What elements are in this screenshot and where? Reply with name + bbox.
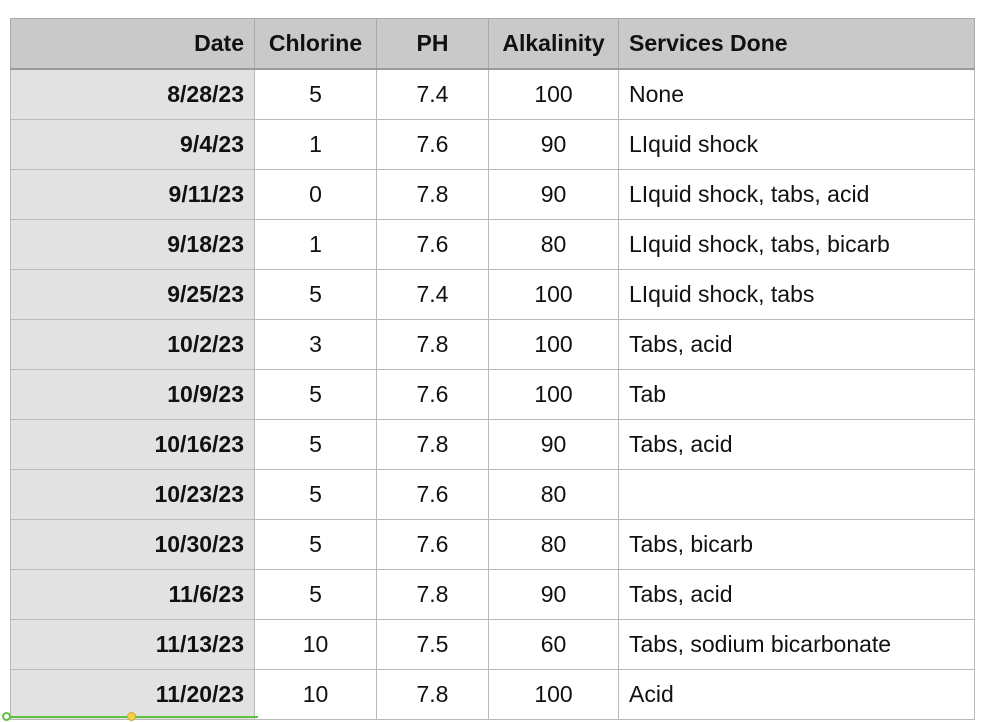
header-services[interactable]: Services Done [619, 19, 975, 70]
cell-alkalinity[interactable]: 100 [489, 370, 619, 420]
cell-ph[interactable]: 7.8 [377, 320, 489, 370]
table-row [11, 570, 975, 620]
header-date[interactable]: Date [11, 19, 255, 70]
cell-chlorine[interactable]: 5 [255, 69, 377, 120]
cell-ph[interactable]: 7.6 [377, 520, 489, 570]
cell-chlorine[interactable]: 5 [255, 570, 377, 620]
cell-services[interactable]: Tab [619, 370, 975, 420]
cell-date[interactable]: 10/30/23 [11, 520, 255, 570]
cell-ph[interactable]: 7.4 [377, 69, 489, 120]
cell-date[interactable]: 11/13/23 [11, 620, 255, 670]
cell-date[interactable]: 10/9/23 [11, 370, 255, 420]
header-chlorine[interactable]: Chlorine [255, 19, 377, 70]
cell-services[interactable]: LIquid shock, tabs, bicarb [619, 220, 975, 270]
table-row [11, 370, 975, 420]
cell-date[interactable]: 9/11/23 [11, 170, 255, 220]
cell-services[interactable]: Acid [619, 670, 975, 720]
cell-chlorine[interactable]: 3 [255, 320, 377, 370]
cell-alkalinity[interactable]: 80 [489, 520, 619, 570]
table-row [11, 520, 975, 570]
table-row [11, 670, 975, 720]
cell-ph[interactable]: 7.8 [377, 670, 489, 720]
selection-fill-handle[interactable] [127, 712, 136, 721]
cell-date[interactable]: 9/25/23 [11, 270, 255, 320]
table-row [11, 320, 975, 370]
header-ph[interactable]: PH [377, 19, 489, 70]
cell-services[interactable]: Tabs, acid [619, 570, 975, 620]
cell-chlorine[interactable]: 5 [255, 470, 377, 520]
cell-ph[interactable]: 7.5 [377, 620, 489, 670]
pool-log-table [10, 18, 975, 720]
cell-ph[interactable]: 7.6 [377, 470, 489, 520]
cell-alkalinity[interactable]: 90 [489, 570, 619, 620]
cell-date[interactable]: 10/2/23 [11, 320, 255, 370]
cell-chlorine[interactable]: 5 [255, 270, 377, 320]
cell-chlorine[interactable]: 1 [255, 220, 377, 270]
table-row [11, 620, 975, 670]
table-body [11, 69, 975, 720]
cell-alkalinity[interactable]: 90 [489, 120, 619, 170]
cell-ph[interactable]: 7.4 [377, 270, 489, 320]
table-row [11, 120, 975, 170]
table-row [11, 220, 975, 270]
cell-chlorine[interactable]: 1 [255, 120, 377, 170]
cell-date[interactable]: 9/4/23 [11, 120, 255, 170]
cell-alkalinity[interactable]: 100 [489, 670, 619, 720]
cell-ph[interactable]: 7.6 [377, 220, 489, 270]
cell-chlorine[interactable]: 0 [255, 170, 377, 220]
table-row [11, 170, 975, 220]
cell-services[interactable]: Tabs, sodium bicarbonate [619, 620, 975, 670]
cell-services[interactable]: LIquid shock, tabs [619, 270, 975, 320]
cell-alkalinity[interactable]: 100 [489, 320, 619, 370]
cell-services[interactable]: Tabs, acid [619, 320, 975, 370]
cell-chlorine[interactable]: 5 [255, 370, 377, 420]
cell-ph[interactable]: 7.8 [377, 420, 489, 470]
cell-date[interactable]: 11/6/23 [11, 570, 255, 620]
cell-alkalinity[interactable]: 90 [489, 420, 619, 470]
cell-chlorine[interactable]: 5 [255, 520, 377, 570]
cell-ph[interactable]: 7.6 [377, 370, 489, 420]
selection-resize-handle[interactable] [2, 712, 11, 721]
cell-chlorine[interactable]: 5 [255, 420, 377, 470]
cell-chlorine[interactable]: 10 [255, 670, 377, 720]
cell-chlorine[interactable]: 10 [255, 620, 377, 670]
cell-ph[interactable]: 7.8 [377, 570, 489, 620]
table-row [11, 470, 975, 520]
cell-services[interactable]: Tabs, acid [619, 420, 975, 470]
header-alkalinity[interactable]: Alkalinity [489, 19, 619, 70]
cell-ph[interactable]: 7.8 [377, 170, 489, 220]
cell-date[interactable]: 11/20/23 [11, 670, 255, 720]
cell-alkalinity[interactable]: 90 [489, 170, 619, 220]
cell-date[interactable]: 10/23/23 [11, 470, 255, 520]
cell-date[interactable]: 9/18/23 [11, 220, 255, 270]
cell-alkalinity[interactable]: 60 [489, 620, 619, 670]
cell-ph[interactable]: 7.6 [377, 120, 489, 170]
table-row [11, 270, 975, 320]
cell-date[interactable]: 8/28/23 [11, 69, 255, 120]
cell-alkalinity[interactable]: 80 [489, 470, 619, 520]
header-row [11, 19, 975, 70]
cell-services[interactable]: Tabs, bicarb [619, 520, 975, 570]
cell-alkalinity[interactable]: 100 [489, 69, 619, 120]
cell-services[interactable]: LIquid shock [619, 120, 975, 170]
cell-date[interactable]: 10/16/23 [11, 420, 255, 470]
cell-services[interactable]: None [619, 69, 975, 120]
cell-alkalinity[interactable]: 100 [489, 270, 619, 320]
table-row [11, 69, 975, 120]
table-row [11, 420, 975, 470]
cell-alkalinity[interactable]: 80 [489, 220, 619, 270]
cell-services[interactable]: LIquid shock, tabs, acid [619, 170, 975, 220]
cell-services[interactable] [619, 470, 975, 520]
